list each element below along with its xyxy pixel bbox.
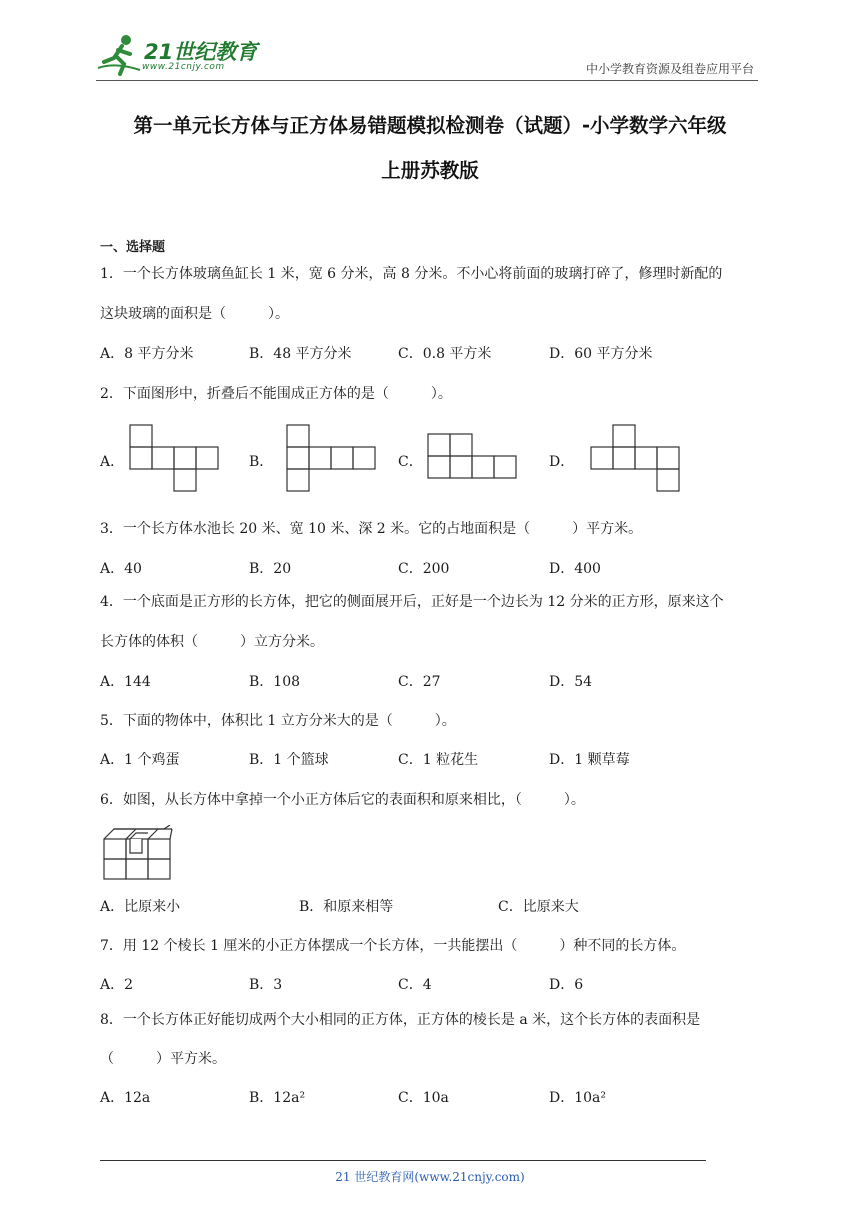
- q4-option-a[interactable]: A．144: [100, 674, 151, 690]
- question-2-text: 2．下面图形中，折叠后不能围成正方体的是（ ）。: [100, 386, 452, 402]
- q3-option-d[interactable]: D．400: [549, 561, 601, 577]
- document-title-line1: 第一单元长方体与正方体易错题模拟检测卷（试题）-小学数学六年级: [133, 114, 727, 137]
- question-6-text: 6．如图，从长方体中拿掉一个小正方体后它的表面积和原来相比，（ ）。: [100, 792, 585, 808]
- page-header: [96, 28, 758, 81]
- q7-option-a[interactable]: A．2: [100, 977, 134, 993]
- q5-option-d[interactable]: D．1 颗草莓: [549, 752, 630, 768]
- footer-link[interactable]: 21 世纪教育网(www.21cnjy.com): [335, 1170, 525, 1184]
- q3-option-c[interactable]: C．200: [398, 561, 450, 577]
- question-4-text-cont: 长方体的体积（ ）立方分米。: [100, 634, 324, 650]
- q6-option-a[interactable]: A．比原来小: [100, 899, 181, 915]
- question-4-text: 4．一个底面是正方形的长方体，把它的侧面展开后，正好是一个边长为 12 分米的正方形，原来这个: [100, 594, 724, 610]
- document-title-line2: 上册苏教版: [381, 159, 479, 182]
- q3-option-a[interactable]: A．40: [100, 561, 142, 577]
- question-3-text: 3．一个长方体水池长 20 米、宽 10 米、深 2 米。它的占地面积是（ ）平方米。: [100, 521, 643, 537]
- q8-option-c[interactable]: C．10a: [398, 1090, 449, 1106]
- question-1-text-cont: 这块玻璃的面积是（ ）。: [100, 306, 289, 322]
- cube-net-b: [285, 424, 381, 494]
- logo-url: www.21cnjy.com: [142, 62, 225, 72]
- q2-option-b[interactable]: B．: [249, 454, 274, 470]
- cube-net-a: [128, 424, 224, 494]
- q8-option-b[interactable]: B．12a²: [249, 1090, 306, 1106]
- q5-option-b[interactable]: B．1 个篮球: [249, 752, 329, 768]
- section-heading: 一、选择题: [100, 240, 166, 255]
- q1-option-a[interactable]: A．8 平方分米: [100, 346, 194, 362]
- q5-option-c[interactable]: C．1 粒花生: [398, 752, 479, 768]
- q8-option-a[interactable]: A．12a: [100, 1090, 151, 1106]
- question-8-text-cont: （ ）平方米。: [100, 1051, 226, 1067]
- q4-option-d[interactable]: D．54: [549, 674, 593, 690]
- cube-net-c: [426, 433, 522, 483]
- q1-option-b[interactable]: B．48 平方分米: [249, 346, 352, 362]
- cube-net-d: [589, 424, 685, 494]
- question-5-text: 5．下面的物体中，体积比 1 立方分米大的是（ ）。: [100, 713, 456, 729]
- logo-text: 21世纪教育: [144, 40, 258, 64]
- q7-option-c[interactable]: C．4: [398, 977, 432, 993]
- q1-option-d[interactable]: D．60 平方分米: [549, 346, 653, 362]
- q2-option-a[interactable]: A．: [100, 454, 125, 470]
- runner-logo-icon: [96, 32, 142, 76]
- q7-option-b[interactable]: B．3: [249, 977, 283, 993]
- q3-option-b[interactable]: B．20: [249, 561, 292, 577]
- q4-option-b[interactable]: B．108: [249, 674, 301, 690]
- q2-option-d[interactable]: D．: [549, 454, 575, 470]
- question-8-text: 8．一个长方体正好能切成两个大小相同的正方体，正方体的棱长是 a 米，这个长方体的表面积是: [100, 1012, 701, 1028]
- logo: [96, 32, 266, 76]
- q5-option-a[interactable]: A．1 个鸡蛋: [100, 752, 180, 768]
- q6-option-c[interactable]: C．比原来大: [498, 899, 579, 915]
- q7-option-d[interactable]: D．6: [549, 977, 584, 993]
- q1-option-c[interactable]: C．0.8 平方米: [398, 346, 492, 362]
- cuboid-figure: [102, 825, 174, 883]
- platform-name: 中小学教育资源及组卷应用平台: [585, 62, 754, 76]
- question-7-text: 7．用 12 个棱长 1 厘米的小正方体摆成一个长方体，一共能摆出（ ）种不同的长方体。: [100, 938, 686, 954]
- footer-divider: [100, 1160, 706, 1161]
- q2-option-c[interactable]: C．: [398, 454, 423, 470]
- q8-option-d[interactable]: D．10a²: [549, 1090, 606, 1106]
- q4-option-c[interactable]: C．27: [398, 674, 441, 690]
- question-1-text: 1．一个长方体玻璃鱼缸长 1 米，宽 6 分米，高 8 分米。不小心将前面的玻璃打碎了，修理时新配的: [100, 266, 723, 282]
- q6-option-b[interactable]: B．和原来相等: [299, 899, 394, 915]
